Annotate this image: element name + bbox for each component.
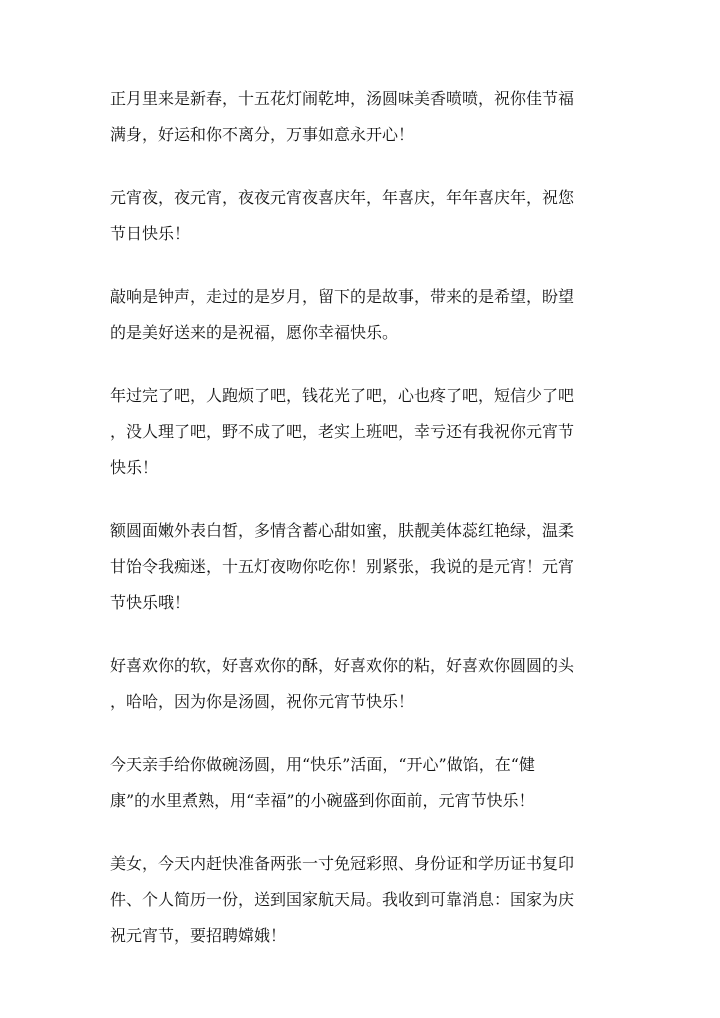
text-line: 敲响是钟声，走过的是岁月，留下的是故事，带来的是希望，盼望 xyxy=(110,287,575,306)
paragraph-2 xyxy=(110,180,606,252)
paragraph-8 xyxy=(110,846,606,954)
text-line: 节日快乐！ xyxy=(110,224,191,243)
text-line: 康”的水里煮熟，用“幸福”的小碗盛到你面前，元宵节快乐！ xyxy=(110,791,535,810)
text-line: 满身，好运和你不离分，万事如意永开心！ xyxy=(110,125,415,144)
paragraph-7 xyxy=(110,747,606,819)
text-line: 年过完了吧，人跑烦了吧，钱花光了吧，心也疼了吧，短信少了吧 xyxy=(110,386,575,405)
text-line: 元宵夜，夜元宵，夜夜元宵夜喜庆年，年喜庆，年年喜庆年，祝您 xyxy=(110,188,575,207)
text-line: ，没人理了吧，野不成了吧，老实上班吧，幸亏还有我祝你元宵节 xyxy=(110,422,575,441)
text-line: ，哈哈，因为你是汤圆，祝你元宵节快乐！ xyxy=(110,692,415,711)
text-line: 好喜欢你的软，好喜欢你的酥，好喜欢你的粘，好喜欢你圆圆的头 xyxy=(110,656,575,675)
text-line: 额圆面嫩外表白皙，多情含蓄心甜如蜜，肤靓美体蕊红艳绿，温柔 xyxy=(110,521,575,540)
text-line: 今天亲手给你做碗汤圆，用“快乐”活面，“开心”做馅，在“健 xyxy=(110,755,535,774)
text-line: 美女，今天内赶快准备两张一寸免冠彩照、身份证和学历证书复印 xyxy=(110,854,575,873)
paragraph-5 xyxy=(110,513,606,621)
document-body xyxy=(110,81,606,981)
text-line: 甘饴令我痴迷，十五灯夜吻你吃你！别紧张，我说的是元宵！元宵 xyxy=(110,557,575,576)
text-line: 快乐！ xyxy=(110,458,159,477)
text-line: 正月里来是新春，十五花灯闹乾坤，汤圆味美香喷喷，祝你佳节福 xyxy=(110,89,575,108)
text-line: 件、个人简历一份，送到国家航天局。我收到可靠消息：国家为庆 xyxy=(110,890,575,909)
paragraph-4 xyxy=(110,378,606,486)
text-line: 的是美好送来的是祝福，愿你幸福快乐。 xyxy=(110,323,399,342)
text-line: 节快乐哦！ xyxy=(110,593,191,612)
paragraph-1 xyxy=(110,81,606,153)
text-line: 祝元宵节，要招聘嫦娥！ xyxy=(110,926,287,945)
paragraph-3 xyxy=(110,279,606,351)
paragraph-6 xyxy=(110,648,606,720)
